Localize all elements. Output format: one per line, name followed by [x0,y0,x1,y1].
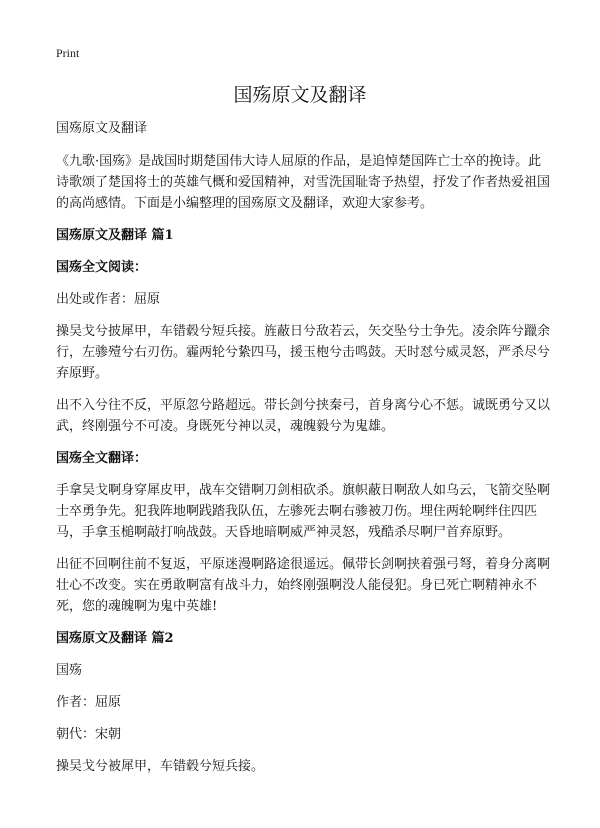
intro-paragraph: 《九歌·国殇》是战国时期楚国伟大诗人屈原的作品，是追悼楚国阵亡士卒的挽诗。此诗歌颂了楚国将士的英雄气概和爱国精神，对雪洗国耻寄予热望，抒发了作者热爱祖国的高尚感情。下面是小编整理的国殇原文及翻译，欢迎大家参考。 [56,154,551,211]
print-link[interactable]: Print [56,46,80,60]
source-line: 出处或作者：屈原 [56,292,161,307]
translation-paragraph-1: 手拿吴戈啊身穿犀皮甲，战车交错啊刀剑相砍杀。旗帜蔽日啊敌人如乌云，飞箭交坠啊士卒勇争先。犯我阵地啊践踏我队伍，左骖死去啊右骖被刀伤。埋住两轮啊绊住四匹马，手拿玉槌啊敲打响战鼓。天昏地暗啊威严神灵怒，残酷杀尽啊尸首弃原野。 [56,483,551,540]
article-body [56,118,550,788]
article-subtitle: 国殇原文及翻译 [56,121,148,136]
translation-heading: 国殇全文翻译： [56,451,148,466]
poem-paragraph-2: 出不入兮往不反，平原忽兮路超远。带长剑兮挟秦弓，首身离兮心不惩。诚既勇兮又以武，终刚强兮不可凌。身既死兮神以灵，魂魄毅兮为鬼雄。 [56,398,551,434]
author-line: 作者：屈原 [56,695,122,710]
dynasty-line: 朝代：宋朝 [56,727,122,742]
section-heading-1: 国殇原文及翻译 篇1 [56,228,174,243]
translation-paragraph-2: 出征不回啊往前不复返，平原迷漫啊路途很遥远。佩带长剑啊挟着强弓弩，着身分离啊壮心不改变。实在勇敢啊富有战斗力，始终刚强啊没人能侵犯。身已死亡啊精神永不死，您的魂魄啊为鬼中英雄! [56,557,551,614]
poem-title: 国殇 [56,663,83,678]
poem-first-line: 操吴戈兮被犀甲，车错毂兮短兵接。 [56,759,265,774]
poem-paragraph-1: 操吴戈兮披犀甲，车错毂兮短兵接。旌蔽日兮敌若云，矢交坠兮士争先。凌余阵兮躐余行，左骖殪兮右刃伤。霾两轮兮絷四马，援玉枹兮击鸣鼓。天时怼兮威灵怒，严杀尽兮弃原野。 [56,324,551,381]
read-heading: 国殇全文阅读： [56,260,148,275]
page-title: 国殇原文及翻译 [233,84,367,106]
section-heading-2: 国殇原文及翻译 篇2 [56,631,174,646]
